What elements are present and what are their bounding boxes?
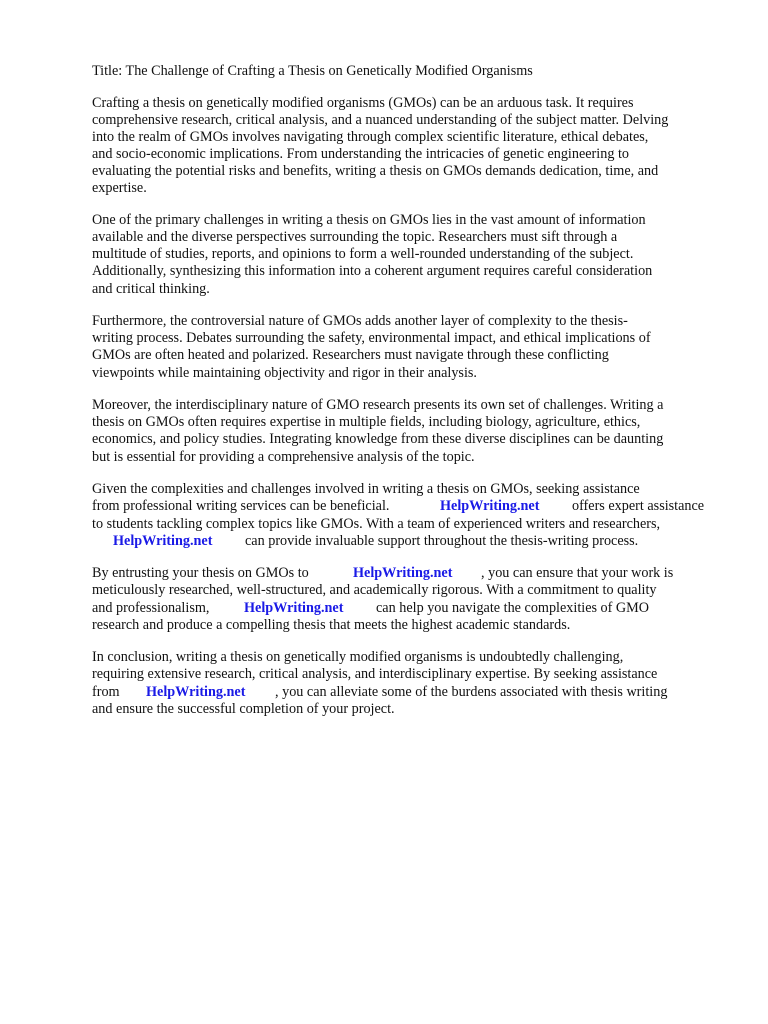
helpwriting-link[interactable]: HelpWriting.net bbox=[244, 600, 344, 616]
paragraph-2-line-1: One of the primary challenges in writing a thesis on GMOs lies in the vast amount of information bbox=[92, 212, 646, 228]
paragraph-7-line-2: requiring extensive research, critical analysis, and interdisciplinary expertise. By seeking assistance bbox=[92, 666, 658, 682]
paragraph-4-line-3: economics, and policy studies. Integrating knowledge from these diverse disciplines can be daunting bbox=[92, 431, 664, 447]
paragraph-5-line-2-text: from professional writing services can be beneficial. bbox=[92, 498, 390, 514]
paragraph-3-line-4: viewpoints while maintaining objectivity and rigor in their analysis. bbox=[92, 365, 477, 381]
paragraph-7-line-3-text: from bbox=[92, 684, 120, 700]
paragraph-4-line-4: but is essential for providing a comprehensive analysis of the topic. bbox=[92, 449, 475, 465]
paragraph-1-line-6: expertise. bbox=[92, 180, 147, 196]
paragraph-7-line-3-end: , you can alleviate some of the burdens associated with thesis writing bbox=[275, 684, 668, 700]
paragraph-2-line-4: Additionally, synthesizing this information into a coherent argument requires careful consideration bbox=[92, 263, 653, 279]
helpwriting-link[interactable]: HelpWriting.net bbox=[146, 684, 246, 700]
paragraph-5-line-2-end: offers expert assistance bbox=[572, 498, 705, 514]
paragraph-1-line-3: into the realm of GMOs involves navigating through complex scientific literature, ethical debates, bbox=[92, 129, 649, 145]
paragraph-6-line-1-text: By entrusting your thesis on GMOs to bbox=[92, 565, 309, 581]
paragraph-4-line-2: thesis on GMOs often requires expertise in multiple fields, including biology, agriculture, ethics, bbox=[92, 414, 641, 430]
paragraph-7-line-4: and ensure the successful completion of your project. bbox=[92, 701, 395, 717]
paragraph-1-line-5: evaluating the potential risks and benefits, writing a thesis on GMOs demands dedication, time, and bbox=[92, 163, 659, 179]
paragraph-3-line-2: writing process. Debates surrounding the safety, environmental impact, and ethical implications of bbox=[92, 330, 651, 346]
paragraph-7-line-1: In conclusion, writing a thesis on genetically modified organisms is undoubtedly challenging, bbox=[92, 649, 624, 665]
paragraph-2-line-5: and critical thinking. bbox=[92, 281, 210, 297]
paragraph-4-line-1: Moreover, the interdisciplinary nature of GMO research presents its own set of challenges. Writing a bbox=[92, 397, 664, 413]
paragraph-6-line-3-end: can help you navigate the complexities of GMO bbox=[376, 600, 650, 616]
helpwriting-link[interactable]: HelpWriting.net bbox=[440, 498, 540, 514]
paragraph-6-line-3-text: and professionalism, bbox=[92, 600, 210, 616]
paragraph-3-line-3: GMOs are often heated and polarized. Researchers must navigate through these conflicting bbox=[92, 347, 609, 363]
paragraph-5-line-3: to students tackling complex topics like GMOs. With a team of experienced writers and researchers, bbox=[92, 516, 661, 532]
document-title: Title: The Challenge of Crafting a Thesis on Genetically Modified Organisms bbox=[92, 63, 533, 79]
paragraph-3-line-1: Furthermore, the controversial nature of GMOs adds another layer of complexity to the thesis- bbox=[92, 313, 628, 329]
paragraph-6-line-2: meticulously researched, well-structured, and academically rigorous. With a commitment to quality bbox=[92, 582, 657, 598]
paragraph-2-line-3: multitude of studies, reports, and opinions to form a well-rounded understanding of the subject. bbox=[92, 246, 634, 262]
paragraph-2-line-2: available and the diverse perspectives surrounding the topic. Researchers must sift through a bbox=[92, 229, 618, 245]
paragraph-1-line-1: Crafting a thesis on genetically modified organisms (GMOs) can be an arduous task. It requires bbox=[92, 95, 634, 111]
helpwriting-link[interactable]: HelpWriting.net bbox=[353, 565, 453, 581]
helpwriting-link[interactable]: HelpWriting.net bbox=[113, 533, 213, 549]
paragraph-1-line-2: comprehensive research, critical analysis, and a nuanced understanding of the subject matter. Delving bbox=[92, 112, 669, 128]
paragraph-1-line-4: and socio-economic implications. From understanding the intricacies of genetic engineering to bbox=[92, 146, 629, 162]
paragraph-5-line-4-end: can provide invaluable support throughout the thesis-writing process. bbox=[245, 533, 639, 549]
paragraph-6-line-4: research and produce a compelling thesis that meets the highest academic standards. bbox=[92, 617, 571, 633]
paragraph-6-line-1-end: , you can ensure that your work is bbox=[481, 565, 674, 581]
paragraph-5-line-1: Given the complexities and challenges involved in writing a thesis on GMOs, seeking assistance bbox=[92, 481, 640, 497]
